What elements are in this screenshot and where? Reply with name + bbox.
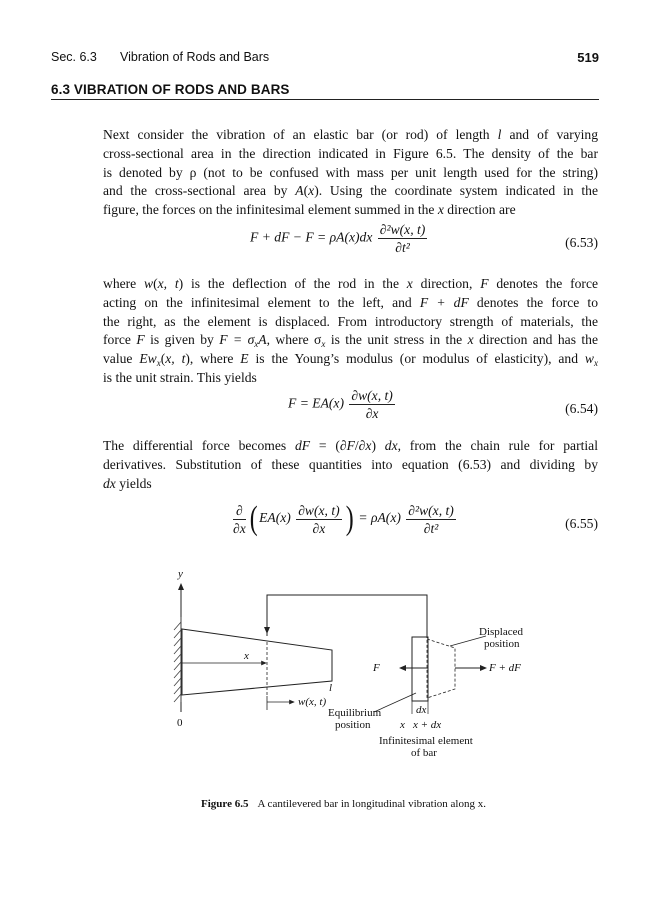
text-line: acting on the infinitesimal element to the left, and F + dF denotes the force to — [103, 294, 599, 310]
fixed-wall — [174, 617, 181, 702]
text-line: value $Ew_x(x$, t), where E is the Young’s modulus (or modulus of elasticity), and $w_x$ — [103, 351, 598, 369]
running-head — [51, 50, 599, 66]
text-line: is denoted by ρ (not to be confused with mass per unit length used for the string) — [103, 164, 598, 180]
equation-number: (6.54) — [565, 401, 598, 416]
dx-label: dx — [416, 704, 427, 716]
text-line: is the unit strain. This yields — [103, 369, 257, 385]
equation-6-53 — [103, 222, 598, 262]
paragraph-1 — [103, 126, 598, 220]
element-equilibrium — [412, 637, 428, 701]
connector-line — [267, 595, 427, 638]
tapered-bar — [182, 629, 332, 695]
running-head-title: Vibration of Rods and Bars — [120, 50, 270, 64]
element-displaced — [427, 639, 455, 698]
x-position-label: x — [400, 719, 405, 731]
paragraph-2 — [103, 275, 598, 388]
page-number: 519 — [577, 50, 599, 65]
caption-text: A cantilevered bar in longitudinal vibration along x. — [257, 798, 486, 810]
eq-rhs: = ρA(x) — [358, 510, 401, 526]
text-line: The differential force becomes dF = (∂F/∂x) dx, from the chain rule for partial — [103, 438, 598, 453]
x-label: x — [244, 650, 249, 662]
equilibrium-label-1: Equilibrium — [328, 707, 382, 719]
text-line: force F is given by $F = \sigma_xA$, where $\sigma_x$ is the unit stress in the x direction and has the — [103, 332, 599, 350]
force-left-label: F — [373, 662, 380, 674]
text-line: Next consider the vibration of an elastic bar (or rod) of length l and of varying — [103, 127, 598, 142]
eq-fraction: $\frac{\text{∂²w(x, t)}}{\text{∂t²}}$ — [408, 502, 454, 536]
running-head-section: Sec. 6.3 — [51, 50, 97, 64]
figure-caption — [201, 798, 486, 810]
text-line: cross-sectional area in the direction indicated in Figure 6.5. The density of the bar — [103, 145, 598, 161]
displaced-label-2: position — [484, 638, 520, 650]
figure-6-5 — [160, 562, 580, 784]
eq-lhs: F = EA(x) — [288, 395, 344, 411]
eq-inner: EA(x) — [259, 510, 291, 526]
equation-6-54 — [103, 388, 598, 428]
text-line: and the cross-sectional area by A(x). Using the coordinate system indicated in the — [103, 183, 598, 199]
text-line: where w(x, t) is the deflection of the rod in the x direction, F denotes the force — [103, 276, 599, 291]
paragraph-3 — [103, 437, 598, 493]
section-heading: 6.3 VIBRATION OF RODS AND BARS — [51, 82, 290, 97]
element-label-2: of bar — [411, 747, 437, 759]
x-plus-dx-label: x + dx — [413, 719, 442, 731]
heading-rule — [51, 99, 599, 100]
text-line: derivatives. Substitution of these quantities into equation (6.53) and dividing by — [103, 456, 598, 472]
length-label: l — [329, 682, 333, 694]
eq-fraction: $\frac{\partial w(x, t)}{\partial x}$ — [298, 502, 340, 536]
caption-number: Figure 6.5 — [201, 798, 249, 810]
equilibrium-label-2: position — [335, 719, 371, 731]
eq-operator-fraction: $\frac{\partial}{\partial x}$ — [233, 502, 246, 536]
origin-label: 0 — [177, 717, 183, 729]
text-line: the right, as the element is displaced. From introductory strength of materials, the — [103, 313, 598, 329]
text-line: dx yields — [103, 475, 152, 491]
equation-number: (6.55) — [565, 516, 598, 531]
left-paren: ( — [249, 500, 258, 537]
w-label: w(x, t) — [298, 696, 327, 708]
displaced-label-1: Displaced — [479, 626, 523, 638]
equation-6-55 — [103, 500, 598, 550]
element-label-1: Infinitesimal element — [379, 735, 473, 747]
equation-number: (6.53) — [565, 235, 598, 250]
y-axis-label: y — [178, 568, 183, 580]
text-line: figure, the forces on the infinitesimal element summed in the x direction are — [103, 202, 516, 218]
force-right-label: F + dF — [489, 662, 521, 674]
right-paren: ) — [345, 500, 354, 537]
eq-fraction: $\frac{\text{∂²w(x, t)}}{\text{∂t²}}$ — [379, 222, 426, 255]
eq-lhs: F + dF − F = ρA(x)dx — [250, 229, 373, 245]
eq-fraction: $\frac{\partial w(x, t)}{\partial x}$ — [351, 388, 393, 421]
